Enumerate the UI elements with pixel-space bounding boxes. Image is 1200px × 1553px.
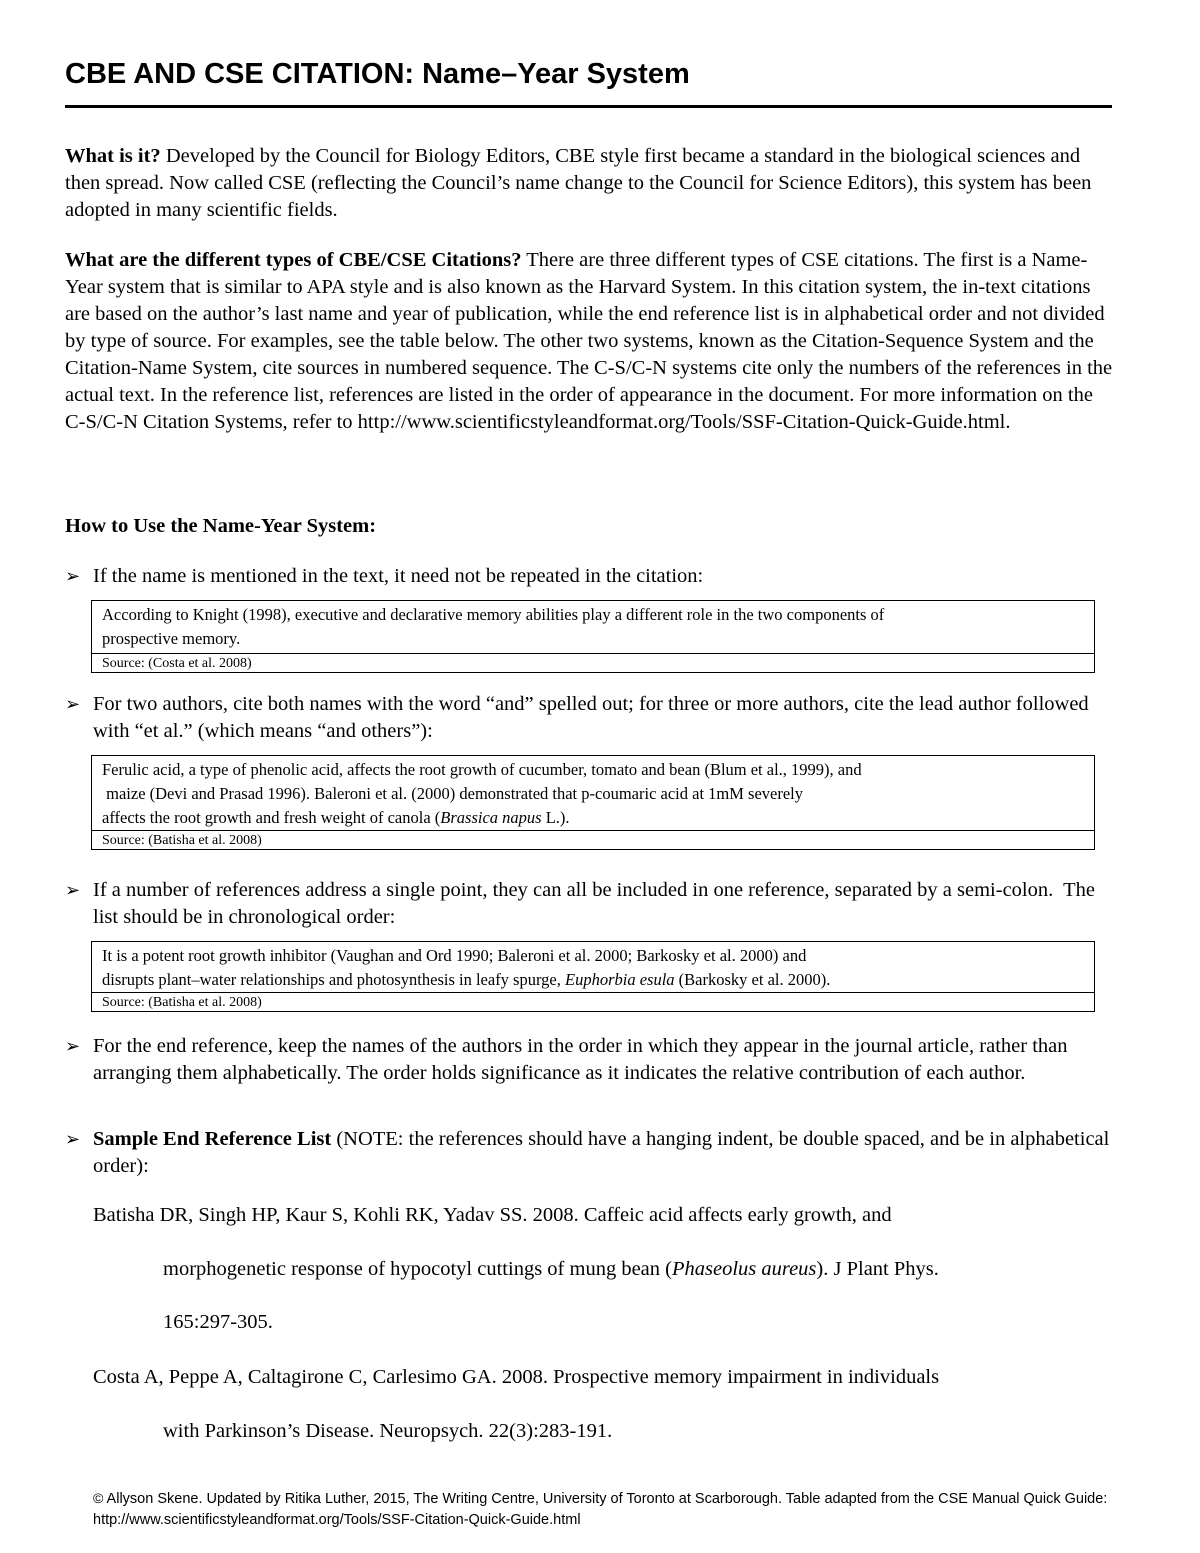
example-text — [92, 601, 1094, 653]
reference-entry: Costa A, Peppe A, Caltagirone C, Carlesimo GA. 2008. Prospective memory impairment in individuals — [93, 1366, 940, 1388]
bullet-text: For two authors, cite both names with the word “and” spelled out; for three or more authors, cite the lead author followed with “et al.” (which means “and others”): — [93, 693, 1089, 742]
example-text — [92, 756, 1094, 830]
citation-types-label: What are the different types of CBE/CSE Citations? — [65, 249, 522, 271]
example-source: Source: (Costa et al. 2008) — [92, 653, 1094, 673]
copyright-icon: © — [93, 1490, 104, 1506]
example-box — [91, 755, 1095, 850]
example-line: maize (Devi and Prasad 1996). Baleroni et al. (2000) demonstrated that p-coumaric acid at 1mM severely — [102, 784, 804, 803]
example-line-text: affects the root growth and fresh weight of canola ( — [102, 808, 441, 827]
what-is-it-text: Developed by the Council for Biology Editors, CBE style first became a standard in the biological sciences and then spread. Now called CSE (reflecting the Council’s name change to the Council for Science Editors), this system has been adopted in many scientific fields. — [65, 145, 1092, 221]
reference-text: morphogenetic response of hypocotyl cuttings of mung bean ( — [163, 1258, 672, 1280]
example-line: prospective memory. — [102, 629, 241, 648]
example-line: Ferulic acid, a type of phenolic acid, affects the root growth of cucumber, tomato and bean (Blum et al., 1999), and — [102, 760, 862, 779]
example-box — [91, 941, 1095, 1012]
example-line — [102, 968, 1084, 992]
citation-types-paragraph — [65, 247, 1115, 436]
bullet-item — [65, 691, 1115, 745]
bullet-text: For the end reference, keep the names of the authors in the order in which they appear in the journal article, rather than arranging them alphabetically. The order holds significance as it indicates the relative contribution of each author. — [93, 1035, 1068, 1084]
arrow-bullet-icon: ➢ — [65, 566, 81, 586]
footer-credit — [93, 1488, 1123, 1531]
footer-text: Allyson Skene. Updated by Ritika Luther, 2015, The Writing Centre, University of Toronto at Scarborough. Table adapted from the CSE Manual Quick Guide: http://www.scientificstyleandformat.org/Tools/SSF-Citation-Quick-Guide.html — [93, 1491, 1108, 1528]
what-is-it-label: What is it? — [65, 145, 161, 167]
bullet-item — [65, 877, 1115, 931]
example-source: Source: (Batisha et al. 2008) — [92, 992, 1094, 1012]
example-line: It is a potent root growth inhibitor (Vaughan and Ord 1990; Baleroni et al. 2000; Barkosky et al. 2000) and — [102, 946, 807, 965]
arrow-bullet-icon: ➢ — [65, 880, 81, 900]
how-to-heading: How to Use the Name-Year System: — [65, 515, 377, 537]
reference-text: ). J Plant Phys. — [816, 1258, 939, 1280]
example-line-text: disrupts plant–water relationships and photosynthesis in leafy spurge, — [102, 970, 565, 989]
reference-continuation: with Parkinson’s Disease. Neuropsych. 22(3):283-191. — [163, 1420, 613, 1442]
species-name: Euphorbia esula — [565, 970, 675, 989]
reference-entry: Batisha DR, Singh HP, Kaur S, Kohli RK, Yadav SS. 2008. Caffeic acid affects early growth, and — [93, 1204, 892, 1226]
bullet-item — [65, 563, 1115, 590]
arrow-bullet-icon: ➢ — [65, 694, 81, 714]
example-line-text: L.). — [541, 808, 570, 827]
example-source: Source: (Batisha et al. 2008) — [92, 830, 1094, 850]
example-line — [102, 806, 1084, 830]
reference-continuation: 165:297-305. — [163, 1311, 273, 1333]
title-divider — [65, 105, 1112, 108]
arrow-bullet-icon: ➢ — [65, 1036, 81, 1056]
species-name: Phaseolus aureus — [671, 1258, 817, 1280]
sample-list-note: (NOTE: the references should have a hanging indent, be double spaced, and be in alphabetical order): — [93, 1128, 1110, 1177]
what-is-it-paragraph — [65, 143, 1115, 224]
bullet-text — [93, 1126, 1115, 1180]
species-name: Brassica napus — [440, 808, 542, 827]
example-box — [91, 600, 1095, 673]
page-title: CBE AND CSE CITATION: Name–Year System — [65, 58, 690, 90]
bullet-text: If a number of references address a single point, they can all be included in one reference, separated by a semi-colon. The list should be in chronological order: — [93, 879, 1101, 928]
example-line-text: (Barkosky et al. 2000). — [674, 970, 831, 989]
reference-continuation — [163, 1256, 939, 1283]
citation-types-text: There are three different types of CSE citations. The first is a Name-Year system that is similar to APA style and is also known as the Harvard System. In this citation system, the in-text citations are based on the author’s last name and year of publication, while the end reference list is in alphabetical order and not divided by type of source. For examples, see the table below. The other two systems, known as the Citation-Sequence System and the Citation-Name System, cite sources in numbered sequence. The C-S/C-N systems cite only the numbers of the references in the actual text. In the reference list, references are listed in the order of appearance in the document. For more information on the C-S/C-N Citation Systems, refer to http://www.scientificstyleandformat.org/Tools/SSF-Citation-Quick-Guide.html. — [65, 249, 1113, 433]
arrow-bullet-icon: ➢ — [65, 1129, 81, 1149]
bullet-item — [65, 1033, 1115, 1087]
example-text — [92, 942, 1094, 992]
example-line: According to Knight (1998), executive and declarative memory abilities play a different role in the two components of — [102, 605, 885, 624]
sample-list-label: Sample End Reference List — [93, 1128, 332, 1150]
bullet-text: If the name is mentioned in the text, it need not be repeated in the citation: — [93, 565, 704, 587]
bullet-item — [65, 1126, 1115, 1180]
